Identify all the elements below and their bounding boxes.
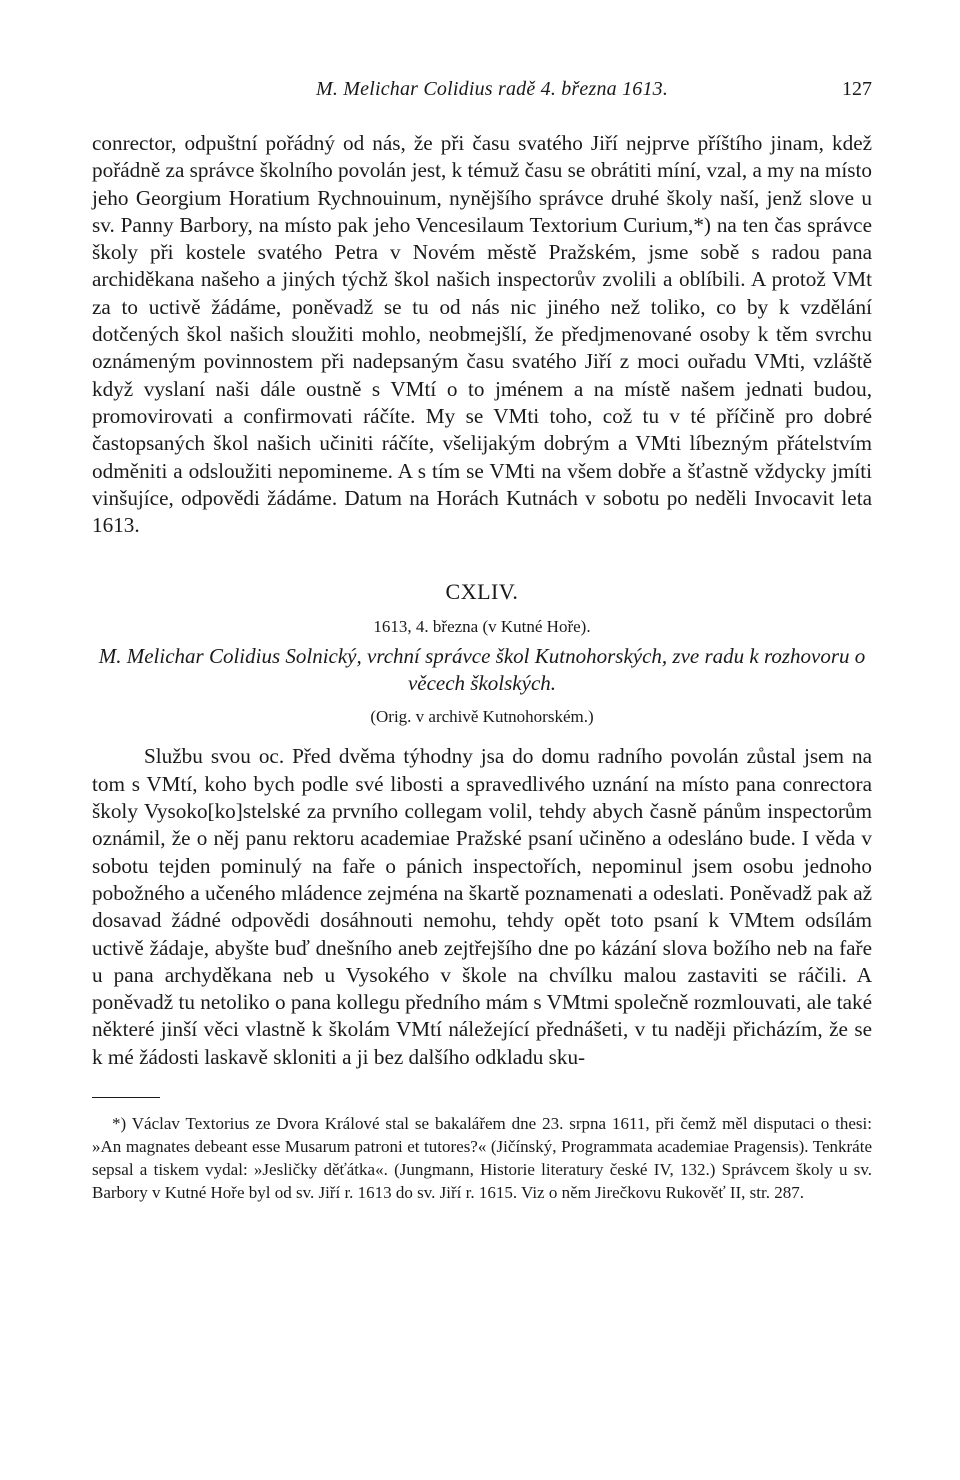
footnote-divider (92, 1097, 160, 1098)
footnote: *) Václav Textorius ze Dvora Králové stal se bakalářem dne 23. srpna 1611, při čemž měl disputaci o thesi: »An magnates debeant esse Musarum patroni et tutores?« (Jičínský, Programmata academiae Pragensis). Tenkráte sepsal a tiskem vydal: »Jesličky děťátka«. (Jungmann, Historie literatury české IV, 132.) Správcem školy u sv. Barbory v Kutné Hoře byl od sv. Jiří r. 1613 do sv. Jiří r. 1615. Viz o něm Jirečkovu Rukověť II, str. 287. (92, 1114, 872, 1203)
letter-continuation-paragraph: conrector, odpuštní pořádný od nás, že při času svatého Jiří nejprve příštího jinam, kdež pořádně za správce školního povolán jest, k témuž času se obrátiti míní, vzal, a my na místo jeho Georgium Horatium Rychnouinum, nynějšího správce druhé školy naší, jenž slove u sv. Panny Barbory, na místo pak jeho Vencesilaum Textorium Curium,*) na ten čas správce školy při kostele svatého Petra v Novém městě Pražském, jsme sobě s radou pana archiděkana našeho a jiných týchž škol našich inspectorův zvolili a oblíbili. A protož VMt za to uctivě žádáme, poněvadž se tu od nás nic jiného než toliko, co by k vzdělání dotčených škol našich sloužiti mohlo, neobmejšlí, že předjmenované osoby k těm svrchu oznámeným povinnostem při nadepsaným času svatého Jiří z moci ouřadu VMti, vzláště když vyslaní naši dále oustně s VMtí o to jménem a na místě našem jednati budou, promovirovati a confirmovati ráčíte. My se VMti toho, což tu v té příčině pro dobré častopsaných škol našich učiniti ráčíte, všelijakým dobrým a VMti líbezným přátelstvím odměniti a odsloužiti nepomineme. A s tím se VMti na všem dobře a šťastně vždycky jmíti vinšujíce, odpovědi žádáme. Datum na Horách Kutnách v sobotu po neděli Invocavit leta 1613. (92, 131, 872, 538)
section-title: M. Melichar Colidius Solnický, vrchní správce škol Kutnohorských, zve radu k rozhovoru o věcech školských. (98, 644, 866, 696)
section-date-place: 1613, 4. března (v Kutné Hoře). (373, 617, 591, 637)
running-head: M. Melichar Colidius radě 4. března 1613. (316, 78, 669, 100)
section-number: CXLIV. (445, 579, 519, 605)
source-note: (Orig. v archivě Kutnohorském.) (370, 707, 594, 727)
page-header (92, 78, 872, 108)
page-number: 127 (842, 78, 872, 100)
page (92, 78, 872, 1221)
letter-body-paragraph: Službu svou oc. Před dvěma týhodny jsa do domu radního povolán zůstal jsem na tom s VMtí, koho bych podle své libosti a spravedlivého uznání na místo pana conrectora školy Vysoko[ko]stelské za prvního collegam volil, tehdy abych časně pánům inspectorům oznámil, že o něj panu rektoru academiae Pražské psaní učiněno a odesláno bude. I věda v sobotu tejden pominulý na faře o pánich inspectořích, nepominul jsem osobu jednoho pobožného a učeného mládence zejména na škartě poznamenati a odeslati. Poněvadž pak až dosavad žádné odpovědi dosáhnouti nemohu, tehdy opět toto psaní k VMtem odsílám uctivě žádaje, abyšte buď dnešního aneb zejtřejšího dne po kázání slova božího neb na faře u pana archyděkana neb u Vysokého v škole na chvílku malou zastaviti se ráčili. A poněvadž tu netoliko o pana kollegu předního mám s VMtmi společně rozmlouvati, ale také některé jinší věci vlastně k školám VMtí náležející přednášeti, v tu naději přicházím, že se k mé žádosti laskavě skloniti a ji bez dalšího odkladu sku- (92, 744, 872, 1069)
